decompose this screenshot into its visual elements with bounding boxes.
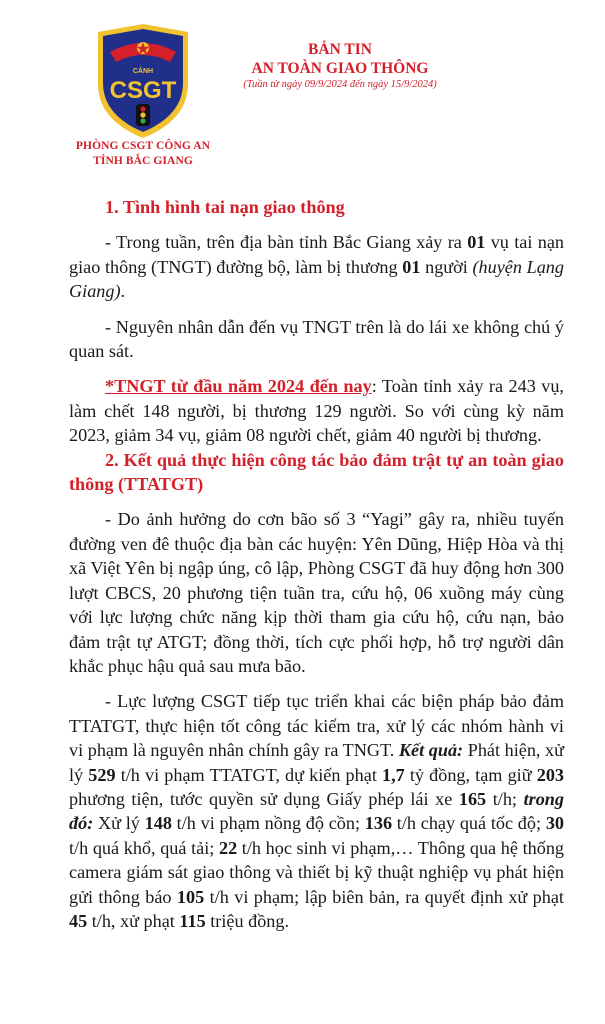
svg-text:CẢNH: CẢNH — [132, 68, 154, 75]
section2-paragraph1: - Do ảnh hưởng do cơn bão số 3 “Yagi” gây ra, nhiều tuyến đường ven đê thuộc địa bàn các huyện: Yên Dũng, Hiệp Hòa và thị xã Việt Yên bị ngập úng, cô lập, Phòng CSGT đã huy động hơn 300 lượt CBCS, 20 phương tiện tuần tra, cứu hộ, 06 xuồng máy cùng với lực lượng chức năng kịp thời tham gia cứu hộ, cứu nạn, bảo đảm trật tự ATGT; đồng thời, tích cực phối hợp, hỗ trợ người dân khắc phục hậu quả sau mưa bão. — [69, 509, 564, 676]
bulletin-title: BẢN TIN — [308, 41, 372, 58]
year-to-date-label: *TNGT từ đầu năm 2024 đến nay — [105, 376, 372, 397]
svg-text:CSGT: CSGT — [109, 77, 177, 104]
section1-paragraph1: - Trong tuần, trên địa bàn tỉnh Bắc Giang xảy ra 01 vụ tai nạn giao thông (TNGT) đường bộ, làm bị thương 01 người (huyện Lạng Giang). — [69, 232, 564, 302]
section2-heading: 2. Kết quả thực hiện công tác bảo đảm trật tự an toàn giao thông (TTATGT) — [69, 449, 564, 495]
section1-paragraph3: *TNGT từ đầu năm 2024 đến nay: Toàn tỉnh xảy ra 243 vụ, làm chết 148 người, bị thương 129 người. So với cùng kỳ năm 2023, giảm 34 vụ, giảm 08 người chết, giảm 40 người bị thương. — [69, 376, 564, 446]
bulletin-date-range: (Tuần từ ngày 09/9/2024 đến ngày 15/9/2024) — [243, 79, 437, 90]
section2-paragraph2: - Lực lượng CSGT tiếp tục triển khai các biện pháp bảo đảm TTATGT, thực hiện tốt công tác kiểm tra, xử lý các nhóm hành vi vi phạm là nguyên nhân chính gây ra TNGT. Kết quả: Phát hiện, xử lý 529 t/h vi phạm TTATGT, dự kiến phạt 1,7 tỷ đồng, tạm giữ 203 phương tiện, tước quyền sử dụng Giấy phép lái xe 165 t/h; trong đó: Xử lý 148 t/h vi phạm nồng độ cồn; 136 t/h chạy quá tốc độ; 30 t/h quá khổ, quá tải; 22 t/h học sinh vi phạm,… Thông qua hệ thống camera giám sát giao thông và thiết bị kỹ thuật nghiệp vụ phát hiện gửi thông báo 105 t/h vi phạm; lập biên bản, ra quyết định xử phạt 45 t/h, xử phạt 115 triệu đồng. — [69, 691, 565, 931]
section1-heading: 1. Tình hình tai nạn giao thông — [105, 197, 345, 217]
bulletin-title-block — [190, 40, 490, 91]
bulletin-body — [69, 195, 564, 933]
department-name-line2: TỈNH BẮC GIANG — [93, 155, 193, 167]
department-name-line1: PHÒNG CSGT CÔNG AN — [75, 140, 211, 152]
csgt-shield-icon — [80, 22, 206, 140]
section1-paragraph2: - Nguyên nhân dẫn đến vụ TNGT trên là do lái xe không chú ý quan sát. — [69, 316, 564, 362]
bulletin-subject: AN TOÀN GIAO THÔNG — [251, 60, 429, 77]
